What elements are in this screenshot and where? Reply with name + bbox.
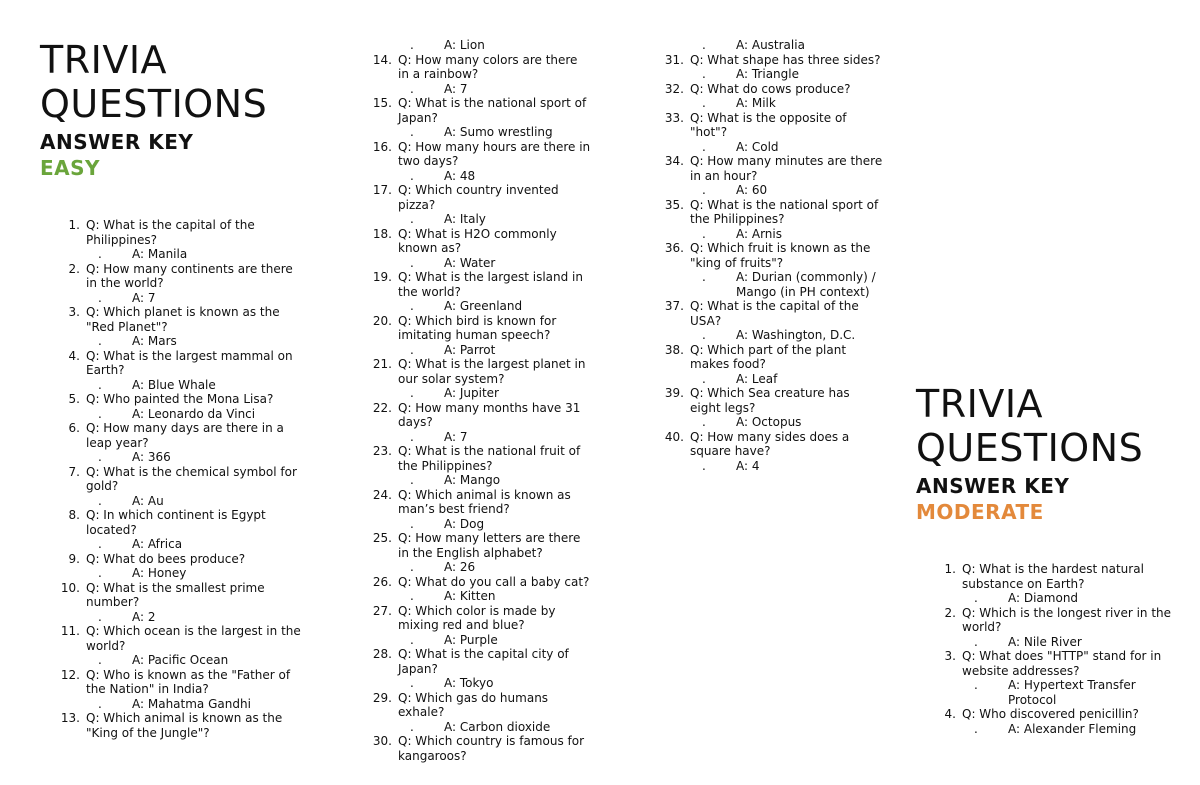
bullet: . [702,371,706,386]
easy-column [40,38,302,740]
question-number: 28. [372,647,392,661]
question-text: Q: Who discovered penicillin? [962,707,1139,721]
question-text: Q: Who is known as the "Father of the Nation" in India? [86,667,291,696]
question-list-4 [916,562,1176,736]
question-list-3 [644,38,884,473]
answer-line [352,386,592,401]
answer-text: A: Milk [736,96,776,110]
answer-line [40,334,302,349]
answer-text: A: 48 [444,168,476,183]
bullet: . [974,634,978,649]
answer-line [352,676,592,691]
question-item [40,624,302,653]
question-number: 6. [68,421,80,435]
question-number: 1. [68,218,80,232]
bullet: . [702,226,706,241]
question-number: 38. [664,342,684,357]
bullet: . [410,473,414,487]
answer-text: A: 2 [132,609,156,624]
bullet: . [410,255,414,270]
question-number: 39. [664,386,684,400]
question-number: 40. [664,429,684,444]
question-item [40,465,302,494]
question-list-1 [40,218,302,740]
question-item [644,299,884,328]
question-number: 7. [68,464,80,479]
question-item [352,401,592,430]
answer-line [644,38,884,53]
answer-text: A: Nile River [1008,634,1082,649]
question-item [916,606,1176,635]
question-text: Q: Which country is famous for kangaroos? [398,734,585,763]
answer-text: A: Mahatma Gandhi [132,696,251,711]
question-text: Q: What is the national fruit of the Philippines? [398,444,581,473]
bullet: . [410,168,414,183]
answer-text: A: Washington, D.C. [736,328,856,342]
answer-text: A: Mango [444,473,501,487]
moderate-column [916,382,1176,736]
question-items-2 [352,53,592,764]
bullet: . [98,696,102,711]
question-item [40,668,302,697]
bullet: . [410,560,414,574]
answer-line [40,697,302,712]
answer-line [352,473,592,488]
question-number: 30. [372,734,392,748]
bullet: . [410,719,414,734]
answer-line [40,247,302,262]
question-item [352,531,592,560]
question-number: 14. [372,52,392,67]
answer-line [644,67,884,82]
answer-text: A: Sumo wrestling [444,125,553,139]
answer-line [40,566,302,581]
answer-line [644,459,884,474]
answer-line [916,678,1176,707]
answer-line [40,407,302,422]
question-item [352,575,592,590]
question-text: Q: Which color is made by mixing red and blue? [398,603,556,632]
answer-text: A: 7 [444,81,468,96]
answer-text: A: Arnis [736,226,782,241]
answer-text: A: 7 [132,290,156,305]
bullet: . [410,125,414,139]
question-item [40,711,302,740]
answer-text: A: Triangle [736,67,799,81]
question-item [40,581,302,610]
question-text: Q: What is the capital city of Japan? [398,647,569,676]
question-item [644,241,884,270]
question-text: Q: What is the national sport of the Philippines? [690,197,879,226]
question-text: Q: What is the opposite of "hot"? [690,110,847,139]
answer-line [40,610,302,625]
question-number: 3. [944,649,956,663]
answer-line [644,372,884,387]
answer-text: A: Mars [132,334,177,348]
bullet: . [410,212,414,226]
question-item [352,227,592,256]
answer-text: A: Au [132,493,164,508]
question-number: 15. [372,96,392,110]
question-item [40,392,302,407]
question-text: Q: Which is the longest river in the world? [962,605,1172,634]
question-text: Q: Which planet is known as the "Red Planet"? [86,305,280,334]
answer-text: A: Alexander Fleming [1008,721,1137,736]
easy-column-2 [352,38,592,763]
answer-line [644,415,884,430]
question-text: Q: What is the hardest natural substance on Earth? [962,562,1144,591]
bullet: . [410,632,414,647]
question-text: Q: What does "HTTP" stand for in website addresses? [962,649,1162,678]
answer-text: A: Diamond [1008,591,1079,605]
question-number: 8. [68,508,80,522]
question-item [40,349,302,378]
answer-text: A: Water [444,255,496,270]
answer-line [644,227,884,242]
question-text: Q: What do bees produce? [86,551,246,566]
answer-text: A: Australia [736,38,805,52]
answer-line [916,591,1176,606]
answer-text: A: Leonardo da Vinci [132,406,256,421]
question-text: Q: How many minutes are there in an hour? [690,154,883,183]
answer-text: A: 60 [736,183,768,197]
question-text: Q: What do you call a baby cat? [398,574,590,589]
question-number: 11. [60,624,80,638]
answer-line [644,140,884,155]
question-item [352,270,592,299]
question-number: 22. [372,400,392,415]
question-text: Q: Which fruit is known as the "king of fruits"? [690,241,871,270]
question-text: Q: How many months have 31 days? [398,400,581,429]
answer-line [40,378,302,393]
bullet: . [974,678,978,692]
question-text: Q: Which gas do humans exhale? [398,690,549,719]
question-text: Q: How many letters are there in the English alphabet? [398,531,581,560]
answer-text: A: Italy [444,212,486,226]
question-text: Q: Which animal is known as the "King of the Jungle"? [86,711,283,740]
bullet: . [410,81,414,96]
bullet: . [410,516,414,531]
bullet: . [974,721,978,736]
question-item [352,96,592,125]
answer-text: A: Greenland [444,299,523,313]
question-number: 17. [372,183,392,197]
answer-text: A: Octopus [736,415,802,429]
question-text: Q: Which Sea creature has eight legs? [690,386,850,415]
question-item [352,734,592,763]
answer-text: A: Tokyo [444,676,494,690]
question-text: Q: What is H2O commonly known as? [398,226,557,255]
question-number: 1. [944,562,956,576]
answer-text: A: 26 [444,560,476,574]
question-number: 4. [68,348,80,363]
question-number: 35. [664,197,684,212]
bullet: . [974,591,978,605]
question-number: 36. [664,241,684,255]
bullet: . [98,450,102,464]
bullet: . [702,415,706,429]
answer-text: A: Pacific Ocean [132,653,229,667]
easy-column-3 [644,38,884,473]
bullet: . [702,139,706,154]
title-line-2: QUESTIONS [916,426,1144,470]
question-text: Q: Which bird is known for imitating human speech? [398,313,557,342]
bullet: . [702,458,706,473]
bullet: . [98,609,102,624]
question-number: 12. [60,667,80,682]
question-number: 24. [372,487,392,502]
question-number: 26. [372,574,392,589]
question-text: Q: What is the chemical symbol for gold? [86,464,297,493]
question-number: 27. [372,603,392,618]
question-item [40,262,302,291]
answer-line [916,722,1176,737]
answer-line [352,720,592,735]
answer-line [352,38,592,53]
question-text: Q: What shape has three sides? [690,52,881,67]
answer-line [352,343,592,358]
question-number: 20. [372,313,392,328]
question-text: Q: How many sides does a square have? [690,429,850,458]
question-number: 37. [664,299,684,313]
question-number: 32. [664,81,684,96]
bullet: . [702,183,706,197]
answer-line [352,212,592,227]
question-item [40,421,302,450]
question-number: 3. [68,305,80,319]
answer-text: A: Blue Whale [132,377,216,392]
answer-line [644,328,884,343]
answer-key-subtitle: ANSWER KEY [916,474,1070,498]
question-text: Q: What do cows produce? [690,81,851,96]
bullet: . [98,377,102,392]
title-line-1: TRIVIA [916,382,1044,426]
bullet: . [702,67,706,81]
title-line-2: QUESTIONS [40,82,268,126]
answer-text: A: Jupiter [444,386,499,400]
answer-text: A: Dog [444,516,485,531]
question-number: 2. [68,261,80,276]
question-number: 31. [664,52,684,67]
question-item [644,343,884,372]
question-text: Q: Which country invented pizza? [398,183,559,212]
answer-text: A: Purple [444,632,498,647]
bullet: . [98,653,102,667]
question-text: Q: What is the largest planet in our solar system? [398,357,586,386]
question-number: 16. [372,139,392,154]
answer-text: A: Carbon dioxide [444,719,551,734]
answer-line [352,299,592,314]
answer-text: A: Parrot [444,342,496,357]
bullet: . [98,247,102,261]
answer-text: A: Durian (commonly) / Mango (in PH context) [736,270,876,299]
question-item [40,508,302,537]
question-number: 10. [60,580,80,595]
question-item [352,647,592,676]
question-number: 23. [372,444,392,458]
answer-line [352,633,592,648]
answer-text: A: Honey [132,566,187,580]
question-text: Q: What is the capital of the Philippines? [86,218,255,247]
question-text: Q: What is the national sport of Japan? [398,96,587,125]
question-item [644,82,884,97]
answer-text: A: Africa [132,537,183,551]
answer-line [644,96,884,111]
answer-line [352,430,592,445]
answer-line [352,560,592,575]
question-text: Q: How many hours are there in two days? [398,139,591,168]
question-text: Q: Who painted the Mona Lisa? [86,392,274,406]
answer-text: A: 4 [736,458,760,473]
question-item [352,691,592,720]
question-number: 4. [944,707,956,721]
bullet: . [410,342,414,357]
answer-line [644,270,884,299]
question-item [352,444,592,473]
bullet: . [98,406,102,421]
answer-text: A: Cold [736,139,779,154]
question-number: 33. [664,110,684,125]
answer-line [352,125,592,140]
question-number: 29. [372,690,392,705]
answer-line [40,494,302,509]
question-item [916,707,1176,722]
question-item [644,198,884,227]
question-text: Q: Which animal is known as man’s best friend? [398,487,571,516]
answer-line [644,183,884,198]
bullet: . [98,493,102,508]
bullet: . [702,328,706,342]
question-number: 2. [944,605,956,620]
answer-line [352,589,592,604]
bullet: . [98,537,102,551]
answer-line [40,537,302,552]
question-item [644,111,884,140]
bullet: . [410,589,414,603]
bullet: . [98,290,102,305]
title-line-1: TRIVIA [40,38,168,82]
answer-line [40,653,302,668]
bullet: . [702,38,706,52]
question-list-2 [352,38,592,763]
question-number: 34. [664,154,684,168]
question-text: Q: How many days are there in a leap year? [86,421,284,450]
question-number: 19. [372,270,392,284]
question-item [352,183,592,212]
question-text: Q: What is the largest mammal on Earth? [86,348,293,377]
answer-line [916,635,1176,650]
question-item [352,314,592,343]
question-item [644,154,884,183]
question-text: Q: How many colors are there in a rainbow? [398,52,578,81]
bullet: . [410,299,414,313]
bullet: . [702,96,706,110]
question-item [644,386,884,415]
question-number: 5. [68,392,80,406]
question-text: Q: What is the smallest prime number? [86,580,265,609]
answer-key-subtitle: ANSWER KEY [40,130,194,154]
answer-line [40,450,302,465]
question-item [352,140,592,169]
question-item [40,305,302,334]
question-item [644,430,884,459]
answer-line [352,517,592,532]
question-item [352,488,592,517]
question-item [352,53,592,82]
bullet: . [410,38,414,52]
bullet: . [410,429,414,444]
answer-line [352,169,592,184]
question-text: Q: How many continents are there in the world? [86,261,293,290]
question-number: 13. [60,711,80,725]
answer-text: A: Kitten [444,589,496,603]
answer-line [40,291,302,306]
bullet: . [410,676,414,690]
question-number: 25. [372,531,392,545]
bullet: . [702,270,706,284]
question-items-3 [644,53,884,474]
question-text: Q: What is the capital of the USA? [690,299,859,328]
question-number: 21. [372,357,392,371]
answer-text: A: Lion [444,38,485,52]
question-text: Q: In which continent is Egypt located? [86,508,266,537]
bullet: . [98,566,102,580]
bullet: . [410,386,414,400]
answer-text: A: Manila [132,247,188,261]
difficulty-level-moderate: MODERATE [916,500,1044,524]
question-number: 9. [68,551,80,566]
question-text: Q: Which ocean is the largest in the world? [86,624,301,653]
answer-line [352,82,592,97]
answer-text: A: 7 [444,429,468,444]
question-item [352,604,592,633]
difficulty-level-easy: EASY [40,156,101,180]
question-text: Q: What is the largest island in the world? [398,270,583,299]
question-number: 18. [372,226,392,241]
question-item [644,53,884,68]
answer-text: A: Leaf [736,371,778,386]
question-item [916,562,1176,591]
question-item [916,649,1176,678]
question-item [352,357,592,386]
question-text: Q: Which part of the plant makes food? [690,342,847,371]
answer-line [352,256,592,271]
answer-text: A: 366 [132,450,171,464]
question-item [40,218,302,247]
answer-text: A: Hypertext Transfer Protocol [1008,678,1136,707]
question-item [40,552,302,567]
bullet: . [98,334,102,348]
